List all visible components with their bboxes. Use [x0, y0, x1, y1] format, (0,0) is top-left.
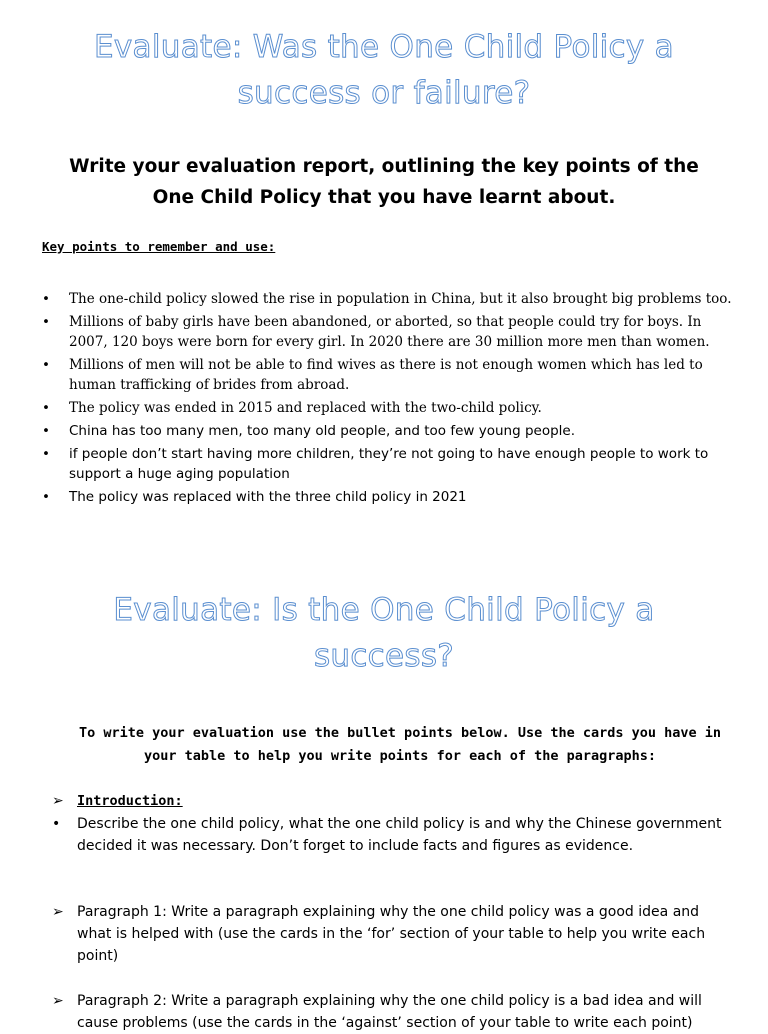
bullet-icon: • — [42, 291, 50, 307]
arrow-bullet-icon: ➢ — [52, 993, 64, 1009]
report-instructions-line-1: Write your evaluation report, outlining the key points of the — [69, 156, 699, 177]
evaluation-instruction: To write your evaluation use the bullet points below. Use the cards you have in your table to help you write points for each of the paragraphs: — [78, 725, 722, 764]
key-points-label: Key points to remember and use: — [42, 239, 276, 254]
paragraph-2-text: Paragraph 2: Write a paragraph explaining why the one child policy is a bad idea and will cause problems (use the cards in the ‘against’ section of your table to write each point) — [77, 993, 702, 1031]
page-title — [0, 24, 768, 116]
key-point-text: Millions of men will not be able to find wives as there is not enough women which has led to human trafficking of brides from abroad. — [69, 357, 703, 393]
bullet-icon: • — [42, 423, 50, 439]
section-title-line-2: success? — [313, 638, 455, 674]
page-title-line-2: success or failure? — [237, 75, 531, 111]
key-point-text: China has too many men, too many old people, and too few young people. — [69, 423, 575, 439]
key-point-item — [0, 421, 768, 441]
section-title — [0, 587, 768, 679]
introduction-text: Describe the one child policy, what the one child policy is and why the Chinese government decided it was necessary. Don’t forget to include facts and figures as evidence. — [77, 816, 722, 854]
section-title-line-1: Evaluate: Is the One Child Policy a — [113, 592, 655, 628]
key-point-item — [0, 398, 768, 418]
bullet-icon: • — [42, 400, 50, 416]
key-point-item — [0, 444, 768, 484]
paragraph-1-text: Paragraph 1: Write a paragraph explaining why the one child policy was a good idea and what is helped with (use the cards in the ‘for’ section of your table to help you write each point) — [77, 904, 706, 964]
key-point-item — [0, 289, 768, 309]
key-point-text: The one-child policy slowed the rise in population in China, but it also brought big problems too. — [69, 291, 732, 307]
report-instructions-heading — [0, 151, 768, 213]
bullet-icon: • — [52, 816, 61, 832]
key-points-list — [0, 289, 768, 510]
key-point-text: if people don’t start having more children, they’re not going to have enough people to work to support a huge aging population — [69, 446, 709, 482]
key-point-item — [0, 312, 768, 352]
bullet-icon: • — [42, 357, 50, 373]
key-point-text: The policy was ended in 2015 and replaced with the two-child policy. — [69, 400, 542, 416]
key-point-text: Millions of baby girls have been abandoned, or aborted, so that people could try for boys. In 2007, 120 boys were born for every girl. In 2020 there are 30 million more men than women. — [69, 314, 710, 350]
arrow-bullet-icon: ➢ — [52, 793, 64, 809]
bullet-icon: • — [42, 446, 50, 462]
report-instructions-line-2: One Child Policy that you have learnt about. — [152, 187, 616, 208]
page-title-line-1: Evaluate: Was the One Child Policy a — [94, 29, 674, 65]
introduction-label: Introduction: — [77, 793, 183, 809]
bullet-icon: • — [42, 489, 50, 505]
arrow-bullet-icon: ➢ — [52, 904, 64, 920]
key-point-item — [0, 355, 768, 395]
key-point-item — [0, 487, 768, 507]
key-point-text: The policy was replaced with the three child policy in 2021 — [69, 489, 467, 505]
bullet-icon: • — [42, 314, 50, 330]
